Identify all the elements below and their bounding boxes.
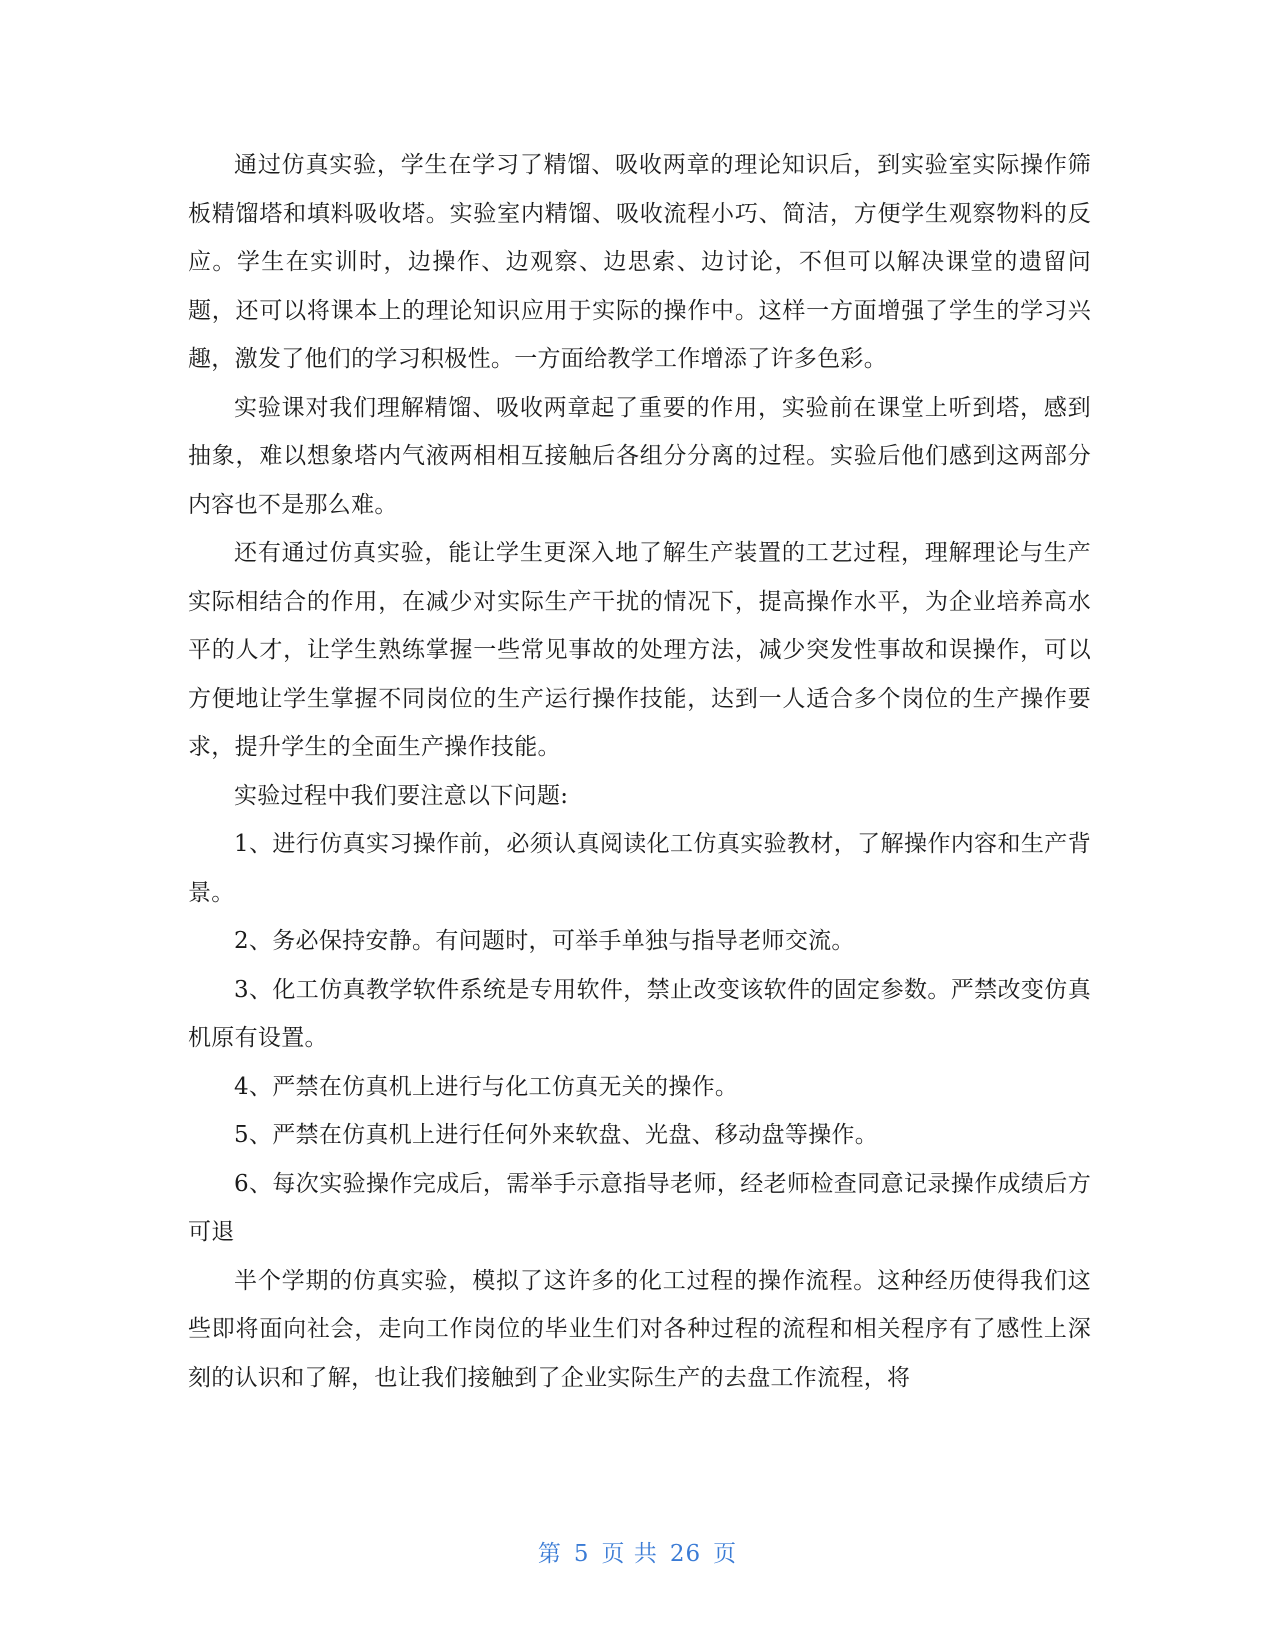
list-item-rule-3: 3、化工仿真教学软件系统是专用软件，禁止改变该软件的固定参数。严禁改变仿真机原有设置。	[188, 976, 1091, 1051]
paragraph-production-skills: 还有通过仿真实验，能让学生更深入地了解生产装置的工艺过程，理解理论与生产实际相结合的作用，在减少对实际生产干扰的情况下，提高操作水平，为企业培养高水平的人才，让学生熟练掌握一些常见事故的处理方法，减少突发性事故和误操作，可以方便地让学生掌握不同岗位的生产运行操作技能，达到一人适合多个岗位的生产操作要求，提升学生的全面生产操作技能。	[188, 540, 1091, 760]
paragraph-lab-importance: 实验课对我们理解精馏、吸收两章起了重要的作用，实验前在课堂上听到塔，感到抽象，难以想象塔内气液两相相互接触后各组分分离的过程。实验后他们感到这两部分内容也不是那么难。	[188, 394, 1091, 518]
list-item-rule-2: 2、务必保持安静。有问题时，可举手单独与指导老师交流。	[234, 928, 855, 954]
footer-label-of: 页 共	[601, 1541, 658, 1567]
paragraph-attention-intro: 实验过程中我们要注意以下问题:	[234, 782, 569, 809]
document-body	[188, 141, 1091, 1402]
footer-current-page: 5	[573, 1541, 590, 1567]
footer-label-end: 页	[713, 1541, 738, 1567]
list-item-rule-4: 4、严禁在仿真机上进行与化工仿真无关的操作。	[234, 1073, 739, 1100]
footer-label-page: 第	[537, 1541, 562, 1567]
page-footer	[0, 1535, 1275, 1568]
paragraph-semester-summary: 半个学期的仿真实验，模拟了这许多的化工过程的操作流程。这种经历使得我们这些即将面向社会，走向工作岗位的毕业生们对各种过程的流程和相关程序有了感性上深刻的认识和了解，也让我们接触到了企业实际生产的去盘工作流程，将	[188, 1267, 1091, 1391]
list-item-rule-5: 5、严禁在仿真机上进行任何外来软盘、光盘、移动盘等操作。	[234, 1122, 879, 1148]
list-item-rule-6: 6、每次实验操作完成后，需举手示意指导老师，经老师检查同意记录操作成绩后方可退	[188, 1170, 1091, 1245]
paragraph-simulation-benefits: 通过仿真实验，学生在学习了精馏、吸收两章的理论知识后，到实验室实际操作筛板精馏塔和填料吸收塔。实验室内精馏、吸收流程小巧、简洁，方便学生观察物料的反应。学生在实训时，边操作、边观察、边思索、边讨论，不但可以解决课堂的遗留问题，还可以将课本上的理论知识应用于实际的操作中。这样一方面增强了学生的学习兴趣，激发了他们的学习积极性。一方面给教学工作增添了许多色彩。	[188, 152, 1091, 372]
footer-total-pages: 26	[669, 1541, 702, 1567]
list-item-rule-1: 1、进行仿真实习操作前，必须认真阅读化工仿真实验教材，了解操作内容和生产背景。	[188, 831, 1091, 906]
